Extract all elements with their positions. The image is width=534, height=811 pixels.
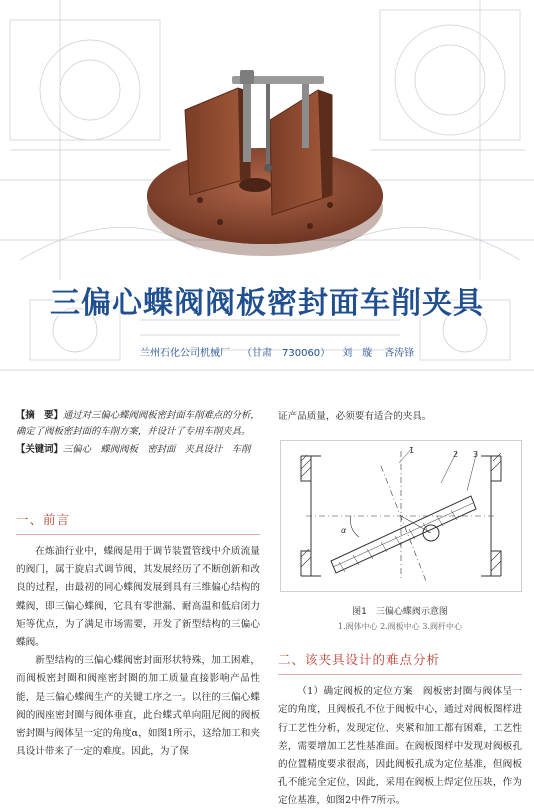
label-2: 2 bbox=[453, 450, 459, 460]
left-post bbox=[243, 82, 251, 162]
figure-caption: 图1 三偏心蝶阀示意图 bbox=[352, 607, 448, 618]
abstract-text: 通过对三偏心蝶阀阀板密封面车削难点的分析，确定了阀板密封面的车削方案，并设计了专用车削夹具。 bbox=[16, 410, 260, 437]
keywords bbox=[16, 442, 260, 458]
abstract bbox=[16, 408, 260, 440]
hero-illustration bbox=[0, 0, 534, 380]
figure-legend: 1.阀体中心 2.阀板中心 3.阀杆中心 bbox=[338, 622, 462, 632]
figure-1 bbox=[280, 440, 522, 592]
paragraph: 在炼油行业中，蝶阀是用于调节装置管线中介质流量的阀门，属于旋启式调节阀，其发展经历了不断创新和改良的过程，由最初的同心蝶阀发展到具有三维偏心结构的蝶阀，即三偏心蝶阀，它具有零泄漏、耐高温和低启闭力矩等优点，为了满足市场需要，开发了新型结构的三偏心蝶阀。 bbox=[16, 546, 260, 649]
section-divider bbox=[278, 674, 522, 675]
section-heading: 二、该夹具设计的难点分析 bbox=[278, 652, 441, 668]
paragraph: （1）确定阀板的定位方案 阀板密封圈与阀体呈一定的角度，且阀板孔不位于阀板中心，通过对阀板图样进行工艺性分析，发现定位、夹紧和加工都有困难，工艺性差，需要增加工艺性基准面。在阀板图样中发现对阀板孔的位置精度要求很高，因此阀板孔成为定位基准，但阀板孔不能完全定位，因此，采用在阀板上焊定位压块，作为定位基准，如图2中件7所示。 bbox=[278, 686, 522, 807]
paragraph: 新型结构的三偏心蝶阀密封面形状特殊，加工困难，而阀板密封圈和阀座密封圈的加工质量直接影响产品性能，是三偏心蝶阀生产的关键工序之一。以往的三偏心蝶阀的阀座密封圈与阀体垂直，此台蝶式单向阻尼阀的阀板密封圈与阀体呈一定的角度α，如图1所示，这给加工和夹具设计带来了一定的难度。因此，为了保 bbox=[16, 655, 260, 758]
location: （甘肃 730060） bbox=[242, 348, 331, 359]
section-divider bbox=[16, 534, 260, 535]
valve-diagram bbox=[281, 441, 521, 591]
keywords-text: 三偏心 蝶阀阀板 密封面 夹具设计 车削 bbox=[62, 444, 251, 455]
abstract-label: 【摘 要】 bbox=[16, 410, 63, 421]
paragraph-continuation: 证产品质量，必须要有适合的夹具。 bbox=[278, 411, 432, 422]
label-3: 3 bbox=[473, 450, 479, 460]
section-heading: 一、前言 bbox=[16, 512, 71, 527]
authors-line bbox=[140, 344, 520, 359]
author-name: 吝涛锋 bbox=[384, 348, 415, 359]
fixture-photo bbox=[0, 0, 534, 380]
left-column bbox=[16, 408, 260, 761]
article-title: 三偏心蝶阀阀板密封面车削夹具 bbox=[50, 286, 484, 321]
author-name: 刘 璇 bbox=[342, 348, 373, 359]
label-1: 1 bbox=[409, 446, 415, 456]
right-column bbox=[278, 408, 522, 811]
angle-label: α bbox=[341, 526, 347, 536]
affiliation: 兰州石化公司机械厂 bbox=[140, 348, 230, 359]
keywords-label: 【关键词】 bbox=[16, 444, 63, 455]
